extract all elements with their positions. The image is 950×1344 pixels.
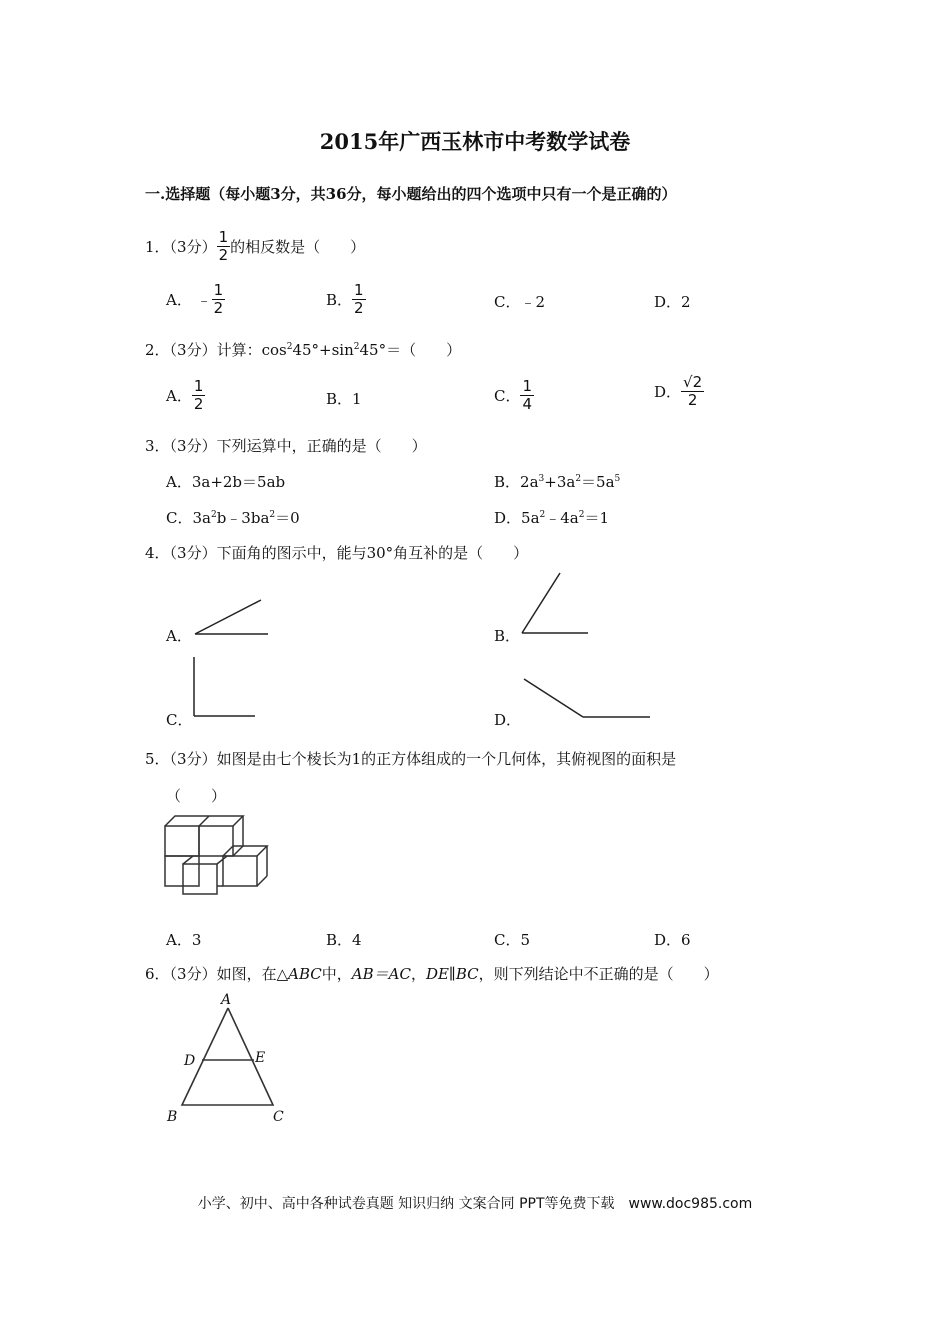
question-1-stem: 1．（3分） $\frac{1}{2}$ 的相反数是（ ）	[145, 228, 366, 264]
question-1-option-b: B． $\frac{1}{2}$	[326, 281, 364, 317]
question-5-paren: （ ）	[166, 787, 227, 805]
question-1-option-d: D．2	[654, 293, 691, 311]
question-2-option-b: B．1	[326, 390, 362, 408]
question-3-option-c: C．$3a^2b﹣3ba^2=0$	[166, 509, 300, 527]
section-heading: 一.选择题（每小题3分，共36分，每小题给出的四个选项中只有一个是正确的）	[145, 185, 677, 203]
angle-figure-a	[190, 595, 275, 640]
question-2-option-c: C． $\frac{1}{4}$	[494, 377, 533, 413]
vertex-label-e: E	[255, 1050, 266, 1066]
question-6-stem: 6．（3分）如图，在△ABC中，AB＝AC，DE∥BC，则下列结论中不正确的是（ ）	[145, 965, 719, 983]
fraction: $\frac{1}{4}$	[522, 377, 533, 413]
question-2-option-d: D． $\frac{√2}{2}$	[654, 373, 703, 409]
question-5-option-d: D．6	[654, 931, 691, 949]
angle-figure-c	[190, 655, 260, 720]
question-1-option-c: C．﹣2	[494, 293, 546, 311]
fraction: $\frac{√2}{2}$	[683, 373, 703, 409]
question-5-option-c: C．5	[494, 931, 531, 949]
vertex-label-c: C	[273, 1109, 284, 1125]
page-title: 2015年广西玉林市中考数学试卷	[319, 129, 631, 154]
question-4-option-d-label: D．	[494, 711, 522, 729]
cube-solid-figure	[160, 812, 275, 897]
question-4-option-a-label: A．	[166, 627, 192, 645]
question-3-option-b: B．$2a^3+3a^2=5a^5$	[494, 473, 621, 491]
question-5-option-b: B．4	[326, 931, 362, 949]
question-4-option-b-label: B．	[494, 627, 521, 645]
question-2-stem: 2．（3分）计算：$\cos^245^\circ+\sin^245^\circ=$（ ）	[145, 341, 462, 359]
footer-watermark: 小学、初中、高中各种试卷真题 知识归纳 文案合同 PPT等免费下载 www.doc985.com	[197, 1196, 753, 1212]
fraction: $\frac{1}{2}$	[193, 377, 204, 413]
angle-figure-d	[520, 675, 655, 723]
question-3-stem: 3．（3分）下列运算中，正确的是（ ）	[145, 437, 427, 455]
question-4-stem: 4．（3分）下面角的图示中，能与30°角互补的是（ ）	[145, 544, 529, 562]
fraction: $\frac{1}{2}$	[354, 281, 364, 317]
vertex-label-d: D	[184, 1053, 196, 1069]
question-2-option-a: A． $\frac{1}{2}$	[166, 377, 204, 413]
triangle-figure	[160, 990, 295, 1125]
fraction: $\frac{1}{2}$	[218, 228, 229, 264]
question-5-option-a: A．3	[166, 931, 202, 949]
question-4-option-c-label: C．	[166, 711, 193, 729]
vertex-label-b: B	[167, 1109, 178, 1125]
question-5-stem: 5．（3分）如图是由七个棱长为1的正方体组成的一个几何体，其俯视图的面积是	[145, 750, 677, 768]
question-3-option-a: A．3a+2b＝5ab	[166, 473, 286, 491]
question-1-option-a: A． ﹣ $\frac{1}{2}$	[166, 281, 224, 317]
vertex-label-a: A	[221, 992, 232, 1008]
fraction: $\frac{1}{2}$	[213, 281, 224, 317]
angle-figure-b	[518, 570, 593, 640]
question-3-option-d: D．$5a^2﹣4a^2=1$	[494, 509, 610, 527]
